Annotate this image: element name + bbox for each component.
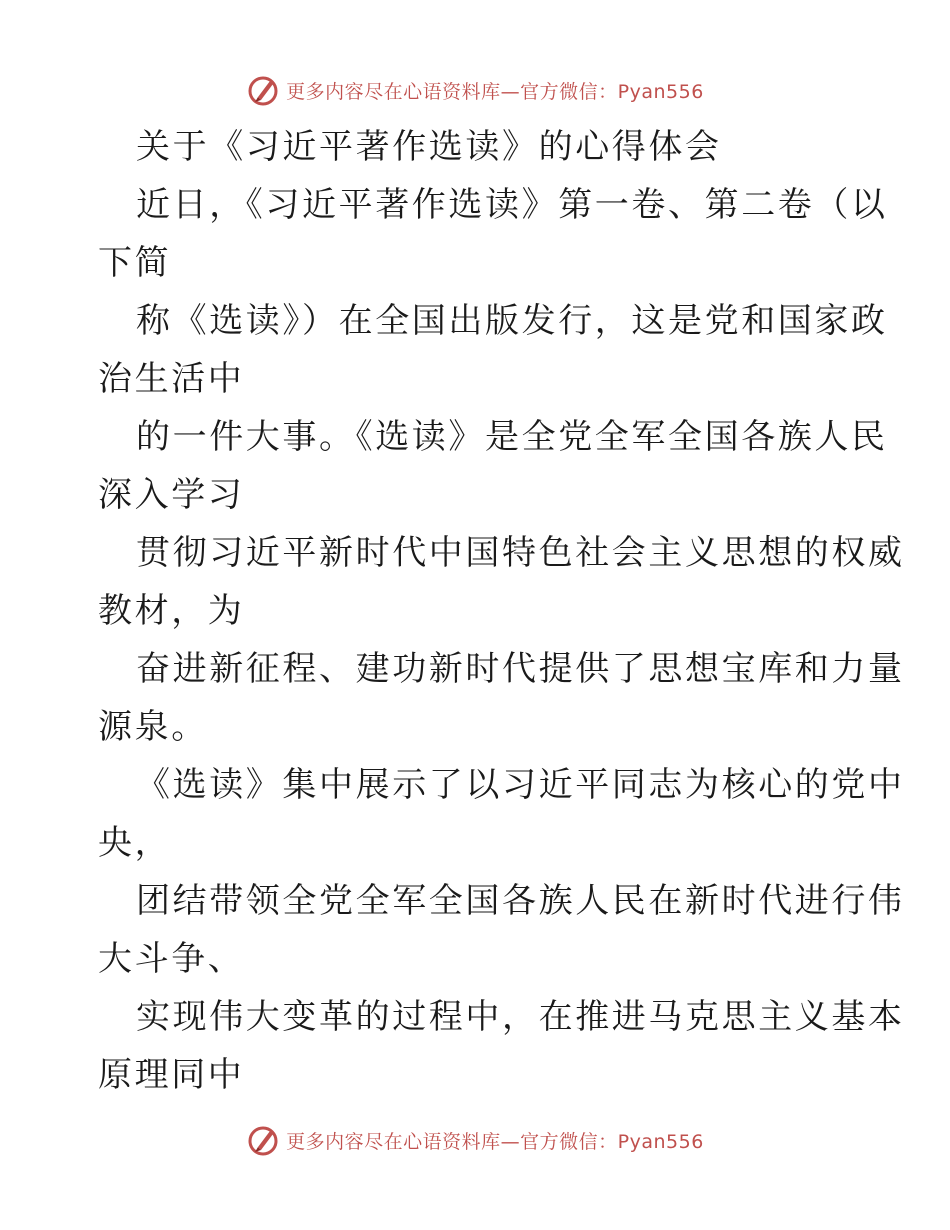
text-line: 关于《习近平著作选读》的心得体会: [136, 127, 722, 167]
header-banner: [0, 70, 950, 110]
text-line: 下简: [98, 243, 172, 283]
banner-text: 更多内容尽在心语资料库—官方微信：Pyan556: [286, 1130, 704, 1153]
document-body: [98, 118, 905, 1104]
text-line: 的一件大事。《选读》是全党全军全国各族人民: [136, 417, 888, 457]
text-line: 奋进新征程、建功新时代提供了思想宝库和力量: [136, 649, 905, 689]
text-line: 团结带领全党全军全国各族人民在新时代进行伟: [136, 881, 905, 921]
text-line: 原理同中: [98, 1055, 245, 1095]
text-line: 《选读》集中展示了以习近平同志为核心的党中: [136, 765, 905, 805]
text-line: 大斗争、: [98, 939, 245, 979]
text-line: 深入学习: [98, 475, 245, 515]
footer-banner: [0, 1120, 950, 1160]
text-line: 称《选读》）在全国出版发行，这是党和国家政: [136, 301, 888, 341]
text-line: 央，: [98, 823, 172, 863]
pen-nib-circle-icon: [246, 1123, 280, 1157]
text-line: 源泉。: [98, 707, 208, 747]
text-line: 教材，为: [98, 591, 245, 631]
text-line: 治生活中: [98, 359, 245, 399]
banner-text: 更多内容尽在心语资料库—官方微信：Pyan556: [286, 80, 704, 103]
text-line: 实现伟大变革的过程中，在推进马克思主义基本: [136, 997, 905, 1037]
text-line: 近日，《习近平著作选读》第一卷、第二卷（以: [136, 185, 888, 225]
text-line: 贯彻习近平新时代中国特色社会主义思想的权威: [136, 533, 905, 573]
pen-nib-circle-icon: [246, 73, 280, 107]
